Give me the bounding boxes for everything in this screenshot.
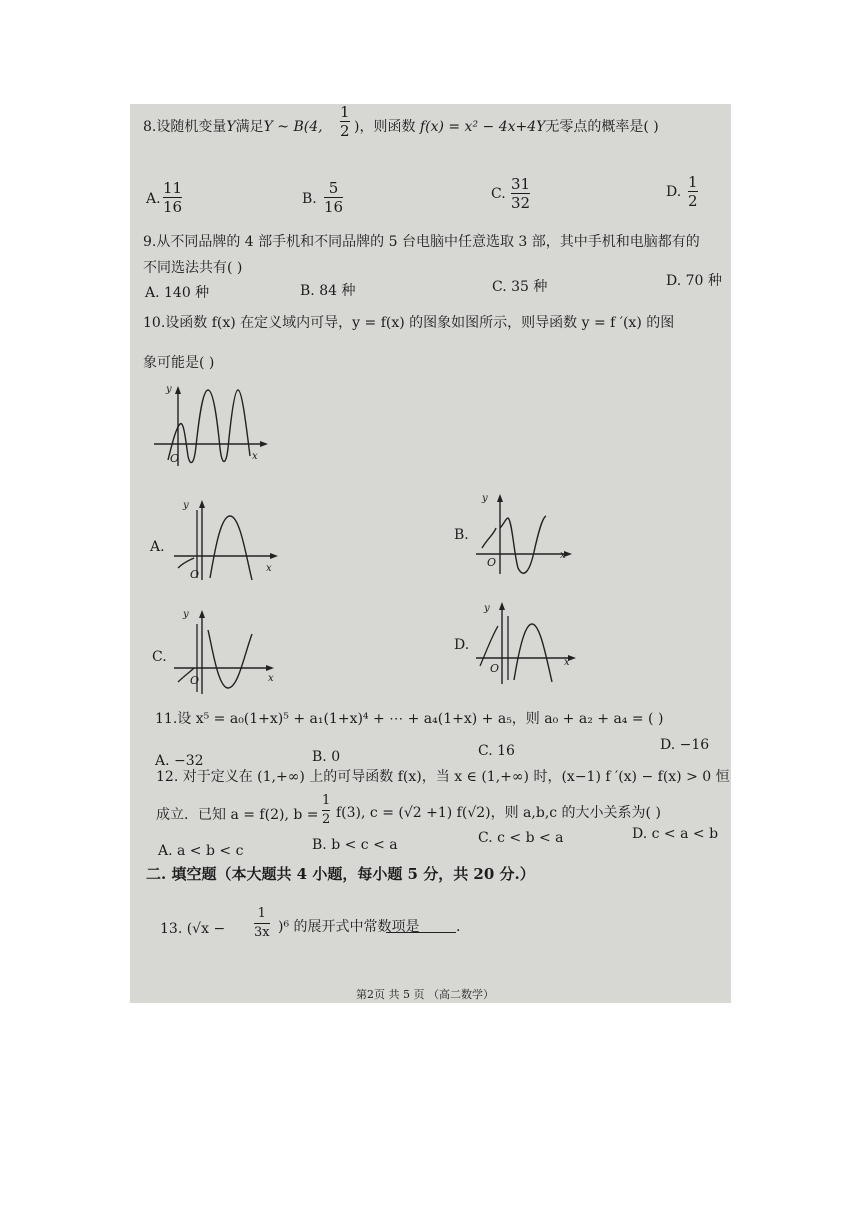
q10-option-a-origin: O — [190, 568, 200, 581]
q8-stem-end: )，则函数 f(x) = x² − 4x+4Y无零点的概率是( ) — [354, 119, 659, 135]
q12-stem-line1: 12. 对于定义在 (1,+∞) 上的可导函数 f(x)，当 x ∈ (1,+∞) 时，(x−1) f ′(x) − f(x) > 0 恒 — [156, 769, 730, 785]
q10-option-b-x-label: x — [560, 550, 566, 561]
q13-stem-pre: 13. (√x − — [160, 921, 226, 937]
q10-option-b-origin: O — [487, 556, 497, 569]
q12-stem-line2b: f(3), c = (√2 +1) f(√2)，则 a,b,c 的大小关系为( ) — [336, 805, 661, 821]
q9-option-c: C. 35 种 — [492, 279, 548, 295]
q10-option-d-label: D. — [454, 637, 470, 653]
q10-option-d-origin: O — [490, 662, 500, 675]
q10-option-d-y-label: y — [484, 603, 490, 614]
q10-option-c-y-label: y — [183, 609, 189, 620]
q9-option-b: B. 84 种 — [300, 283, 356, 299]
q10-option-c-origin: O — [190, 674, 200, 687]
q10-option-d-x-label: x — [564, 657, 570, 668]
q11-option-b: B. 0 — [312, 749, 341, 765]
q10-stem-line2: 象可能是( ) — [143, 355, 215, 371]
q11-stem: 11.设 x⁵ = a₀(1+x)⁵ + a₁(1+x)⁴ + ⋯ + a₄(1+x) + a₅，则 a₀ + a₂ + a₄ = ( ) — [155, 711, 664, 727]
q10-option-b-label: B. — [454, 527, 469, 543]
q10-graph-y-label: y — [166, 384, 172, 395]
q10-option-b-y-label: y — [482, 493, 488, 504]
q13-answer-blank — [386, 932, 456, 933]
q13-fraction: 1 3x — [254, 906, 270, 940]
q10-option-a-label: A. — [150, 539, 165, 555]
q8-option-c-label: C. — [491, 186, 506, 202]
q11-option-d: D. −16 — [660, 737, 710, 753]
q12-option-d: D. c < a < b — [632, 826, 719, 842]
q10-graph-x-label: x — [252, 451, 258, 462]
q8-stem: 8.设随机变量Y满足Y ~ B(4, — [143, 119, 323, 135]
q8-option-c-value: 31 32 — [511, 175, 531, 212]
q12-half-fraction: 1 2 — [322, 793, 331, 827]
q9-stem-line1: 9.从不同品牌的 4 部手机和不同品牌的 5 台电脑中任意选取 3 部，其中手机和电脑都有的 — [143, 234, 700, 250]
q10-stem-line1: 10.设函数 f(x) 在定义域内可导，y = f(x) 的图象如图所示，则导函数 y = f ′(x) 的图 — [143, 315, 675, 331]
q12-option-b: B. b < c < a — [312, 837, 398, 853]
q10-option-a-x-label: x — [266, 563, 272, 574]
q10-option-a-y-label: y — [183, 500, 189, 511]
q13-blank-period: . — [456, 919, 461, 935]
q8-half-fraction: 1 2 — [340, 103, 350, 140]
page-footer: 第2页 共 5 页 （高二数学） — [356, 988, 494, 1001]
q10-option-c-x-label: x — [268, 673, 274, 684]
q9-option-d: D. 70 种 — [666, 273, 722, 289]
q8-option-b-label: B. — [302, 191, 317, 207]
q8-option-d-label: D. — [666, 184, 682, 200]
q12-stem-line2a: 成立．已知 a = f(2), b = — [156, 807, 319, 823]
q9-option-a: A. 140 种 — [145, 285, 210, 301]
q9-stem-line2: 不同选法共有( ) — [143, 260, 243, 276]
q8-option-a-value: 11 16 — [163, 179, 183, 216]
q8-option-d-value: 1 2 — [688, 173, 698, 210]
q12-option-a: A. a < b < c — [158, 843, 244, 859]
section-2-heading: 二. 填空题（本大题共 4 小题，每小题 5 分，共 20 分.） — [146, 865, 535, 883]
q10-graph-origin: O — [170, 452, 180, 465]
q13-stem-post: )⁶ 的展开式中常数项是 — [278, 919, 420, 935]
q8-option-b-value: 5 16 — [324, 179, 344, 216]
q8-option-a-label: A. — [146, 191, 161, 207]
q11-option-a: A. −32 — [155, 753, 204, 769]
q10-option-c-label: C. — [152, 649, 167, 665]
q12-option-c: C. c < b < a — [478, 830, 564, 846]
q11-option-c: C. 16 — [478, 743, 515, 759]
